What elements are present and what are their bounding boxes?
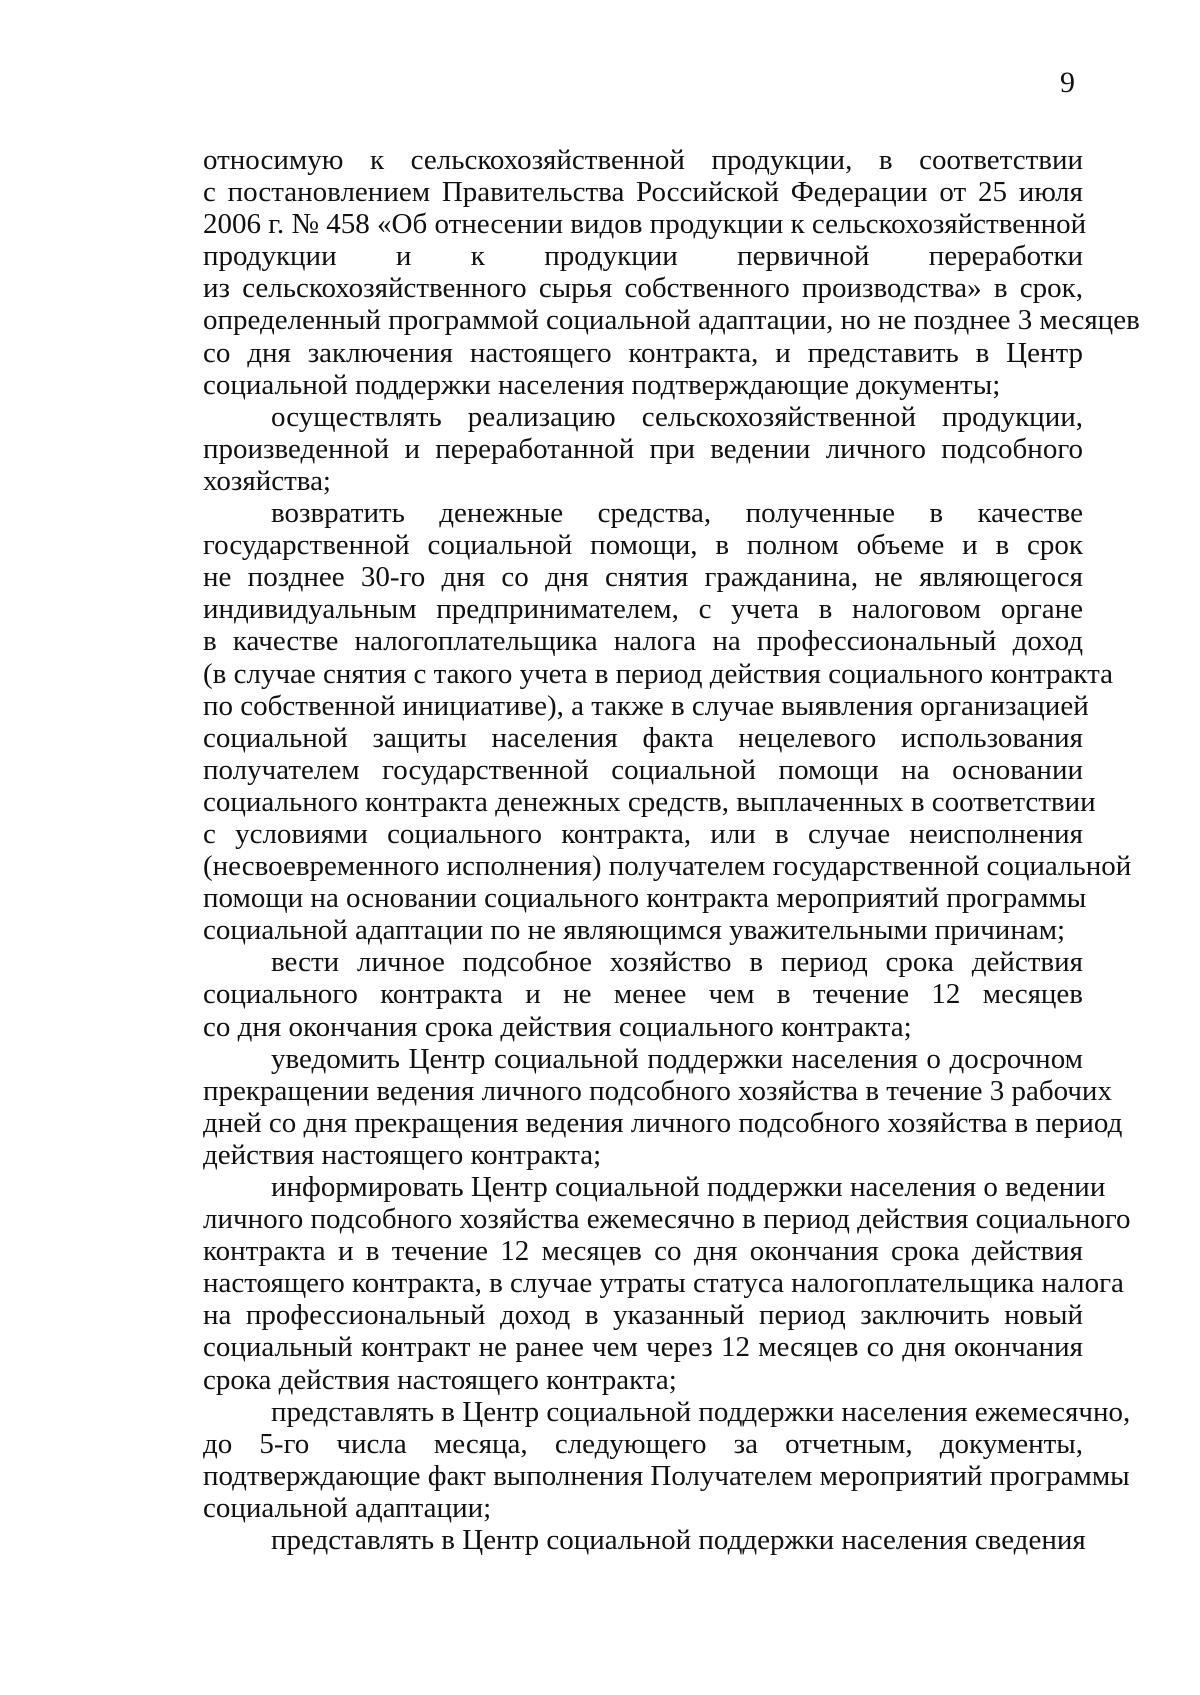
- text-line: социальной поддержки населения подтверждающие документы;: [203, 368, 1001, 401]
- page-number: 9: [1060, 66, 1075, 99]
- text-line: прекращении ведения личного подсобного хозяйства в течение 3 рабочих: [203, 1074, 1112, 1107]
- text-line: по собственной инициативе), а также в случае выявления организацией: [203, 689, 1089, 722]
- text-line: вести личное подсобное хозяйство в период срока действия: [271, 946, 1083, 979]
- text-line: со дня окончания срока действия социального контракта;: [203, 1010, 912, 1043]
- text-line: срока действия настоящего контракта;: [203, 1363, 677, 1396]
- text-line: со дня заключения настоящего контракта, и представить в Центр: [203, 336, 1083, 369]
- text-line: с постановлением Правительства Российской Федерации от 25 июля: [203, 176, 1083, 209]
- text-line: (несвоевременного исполнения) получателем государственной социальной: [203, 850, 1132, 883]
- text-line: информировать Центр социальной поддержки населения о ведении: [271, 1171, 1106, 1203]
- text-line: определенный программой социальной адаптации, но не позднее 3 месяцев: [203, 304, 1140, 337]
- text-line: на профессиональный доход в указанный период заключить новый: [203, 1299, 1083, 1332]
- text-line: из сельскохозяйственного сырья собственного производства» в срок,: [203, 272, 1083, 305]
- text-line: до 5-го числа месяца, следующего за отчетным, документы,: [203, 1427, 1083, 1460]
- text-line: действия настоящего контракта;: [203, 1138, 602, 1171]
- text-line: помощи на основании социального контракта мероприятий программы: [203, 882, 1087, 915]
- text-line: с условиями социального контракта, или в случае неисполнения: [203, 817, 1083, 850]
- text-line: социальной адаптации по не являющимся уважительными причинам;: [203, 914, 1066, 947]
- text-line: представлять в Центр социальной поддержки населения ежемесячно,: [271, 1395, 1131, 1428]
- text-line: социальный контракт не ранее чем через 12 месяцев со дня окончания: [203, 1331, 1083, 1364]
- text-line: контракта и в течение 12 месяцев со дня окончания срока действия: [203, 1235, 1083, 1268]
- text-line: относимую к сельскохозяйственной продукции, в соответствии: [203, 144, 1083, 176]
- text-line: подтверждающие факт выполнения Получателем мероприятий программы: [203, 1459, 1130, 1492]
- body-text: [203, 144, 1140, 1557]
- text-line: продукции и к продукции первичной переработки: [203, 240, 1083, 273]
- text-line: социальной адаптации;: [203, 1491, 492, 1524]
- text-line: дней со дня прекращения ведения личного подсобного хозяйства в период: [203, 1106, 1123, 1139]
- text-line: социального контракта и не менее чем в течение 12 месяцев: [203, 978, 1083, 1011]
- text-line: настоящего контракта, в случае утраты статуса налогоплательщика налога: [203, 1267, 1124, 1300]
- text-line: получателем государственной социальной помощи на основании: [203, 753, 1083, 786]
- text-line: индивидуальным предпринимателем, с учета в налоговом органе: [203, 593, 1083, 626]
- text-line: хозяйства;: [203, 464, 331, 497]
- text-line: представлять в Центр социальной поддержки населения сведения: [271, 1524, 1086, 1557]
- text-line: социальной защиты населения факта нецелевого использования: [203, 721, 1083, 754]
- text-line: возвратить денежные средства, полученные в качестве: [271, 497, 1083, 530]
- text-line: 2006 г. № 458 «Об отнесении видов продукции к сельскохозяйственной: [203, 208, 1087, 241]
- text-line: произведенной и переработанной при ведении личного подсобного: [203, 432, 1083, 465]
- text-line: социального контракта денежных средств, выплаченных в соответствии: [203, 785, 1096, 818]
- text-line: в качестве налогоплательщика налога на профессиональный доход: [203, 625, 1083, 658]
- text-line: государственной социальной помощи, в полном объеме и в срок: [203, 529, 1083, 562]
- text-line: (в случае снятия с такого учета в период действия социального контракта: [203, 657, 1114, 690]
- text-line: не позднее 30-го дня со дня снятия гражданина, не являющегося: [203, 561, 1083, 594]
- text-line: уведомить Центр социальной поддержки населения о досрочном: [271, 1042, 1083, 1075]
- text-line: личного подсобного хозяйства ежемесячно в период действия социального: [203, 1203, 1131, 1236]
- text-line: осуществлять реализацию сельскохозяйственной продукции,: [271, 400, 1083, 433]
